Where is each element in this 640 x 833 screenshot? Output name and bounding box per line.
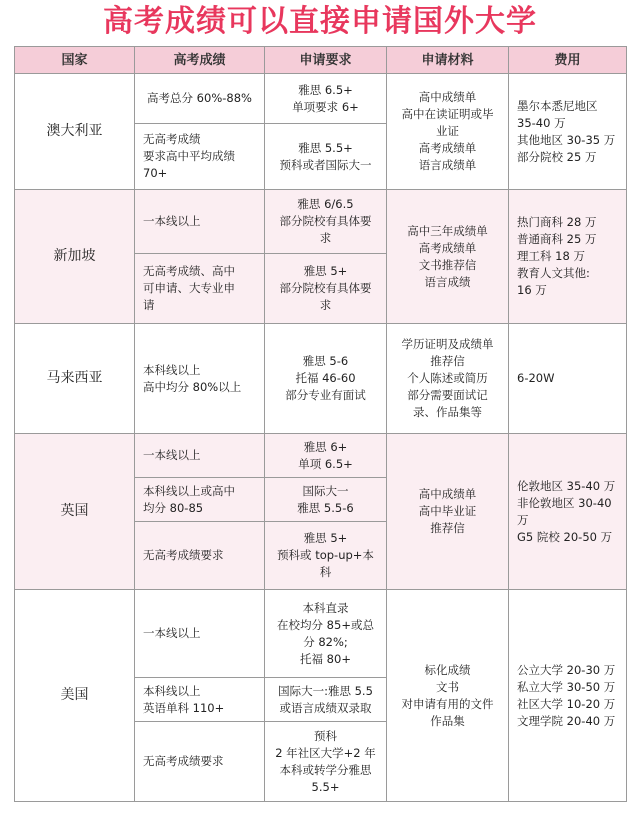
cell-line: 单项要求 6+ (292, 99, 359, 114)
cell-line: 高中毕业证 (418, 504, 477, 518)
fees-cell (509, 324, 627, 434)
requirement-cell (265, 478, 387, 522)
cell-line: 其他地区 30-35 万 (517, 132, 616, 147)
header-requirements: 申请要求 (265, 47, 387, 74)
cell-line: 个人陈述或简历 (407, 371, 488, 385)
cell-line: 高考总分 60%-88% (147, 91, 252, 105)
cell-line: 业证 (436, 124, 459, 138)
cell-line: 雅思 6.5+ (298, 82, 353, 97)
cell-line: 6-20W (517, 371, 555, 385)
score-cell (135, 324, 265, 434)
cell-line: 雅思 5+ (303, 264, 348, 278)
cell-line: 推荐信 (430, 521, 465, 535)
score-cell (135, 590, 265, 678)
cell-line: 托福 46-60 (295, 371, 356, 385)
cell-line: 单项 6.5+ (298, 456, 353, 471)
cell-line: 在校均分 85+或总 (277, 617, 374, 632)
cell-line: 部分院校有具体要 (279, 281, 372, 295)
cell-line: 预科或 top-up+本 (277, 548, 374, 562)
cell-line: 无高考成绩要求 (143, 548, 224, 562)
materials-cell (387, 190, 509, 324)
cell-line: 国际大一:雅思 5.5 (278, 683, 373, 698)
cell-line: 或语言成绩双录取 (279, 700, 372, 715)
header-score: 高考成绩 (135, 47, 265, 74)
comparison-table (14, 46, 627, 802)
score-cell (135, 434, 265, 478)
requirement-cell (265, 434, 387, 478)
table-row (15, 590, 627, 678)
table-row (15, 74, 627, 124)
cell-line: 分 82%; (303, 634, 348, 649)
cell-line: 高中三年成绩单 (407, 223, 488, 238)
country-usa: 美国 (15, 590, 135, 802)
cell-line: 录、作品集等 (413, 405, 482, 419)
cell-line: 35-40 万 (517, 115, 566, 130)
header-materials: 申请材料 (387, 47, 509, 74)
country-malaysia: 马来西亚 (15, 324, 135, 434)
cell-line: 墨尔本悉尼地区 (517, 98, 598, 113)
cell-line: 学历证明及成绩单 (401, 337, 494, 351)
requirement-cell (265, 590, 387, 678)
cell-line: 求 (319, 298, 332, 312)
cell-line: 部分院校 25 万 (517, 149, 597, 164)
cell-line: 教育人文其他: (517, 266, 590, 280)
score-cell (135, 124, 265, 190)
score-cell (135, 478, 265, 522)
fees-cell (509, 190, 627, 324)
cell-line: 文理学院 20-40 万 (517, 713, 616, 728)
cell-line: 雅思 5-6 (302, 354, 349, 368)
cell-line: 预科 (314, 728, 337, 743)
score-cell (135, 522, 265, 590)
cell-line: 雅思 5.5+ (298, 140, 353, 155)
cell-line: 国际大一 (302, 483, 349, 498)
cell-line: 文书 (436, 679, 459, 694)
cell-line: 高中成绩单 (418, 90, 477, 104)
table-row (15, 434, 627, 478)
cell-line: 英语单科 110+ (143, 700, 225, 715)
cell-line: 社区大学 10-20 万 (517, 696, 616, 711)
cell-line: 可申请、大专业申 (143, 281, 235, 295)
requirement-cell (265, 522, 387, 590)
cell-line: 雅思 6+ (303, 439, 348, 454)
cell-line: 无高考成绩、高中 (143, 264, 235, 278)
score-cell (135, 190, 265, 254)
page-title: 高考成绩可以直接申请国外大学 (103, 4, 537, 39)
cell-line: 高中均分 80%以上 (143, 379, 242, 394)
cell-line: 一本线以上 (143, 626, 201, 640)
materials-cell (387, 324, 509, 434)
cell-line: 作品集 (430, 713, 465, 728)
cell-line: 托福 80+ (300, 651, 351, 666)
cell-line: 伦敦地区 35-40 万 (517, 478, 616, 493)
cell-line: 5.5+ (311, 779, 340, 794)
cell-line: 要求高中平均成绩 (143, 149, 235, 163)
materials-cell (387, 74, 509, 190)
requirement-cell (265, 74, 387, 124)
cell-line: 预科或者国际大一 (279, 157, 372, 172)
fees-cell (509, 74, 627, 190)
cell-line: 本科线以上 (143, 683, 201, 698)
cell-line: 部分专业有面试 (285, 388, 366, 402)
fees-cell (509, 434, 627, 590)
cell-line: 高中在读证明或毕 (401, 107, 494, 121)
fees-cell (509, 590, 627, 802)
cell-line: 理工科 18 万 (517, 249, 585, 263)
country-australia: 澳大利亚 (15, 74, 135, 190)
materials-cell (387, 590, 509, 802)
score-cell (135, 678, 265, 722)
cell-line: 雅思 5.5-6 (297, 500, 354, 515)
cell-line: 部分需要面试记 (407, 388, 488, 402)
cell-line: 部分院校有具体要 (279, 214, 372, 228)
requirement-cell (265, 678, 387, 722)
cell-line: 语言成绩单 (418, 158, 477, 172)
requirement-cell (265, 190, 387, 254)
cell-line: 本科线以上 (143, 362, 201, 377)
cell-line: 一本线以上 (143, 448, 201, 462)
cell-line: 16 万 (517, 283, 547, 297)
cell-line: 一本线以上 (143, 214, 201, 228)
cell-line: 无高考成绩要求 (143, 754, 224, 768)
cell-line: 热门商科 28 万 (517, 215, 597, 229)
cell-line: 求 (319, 231, 332, 245)
cell-line: 万 (517, 512, 529, 527)
cell-line: 本科或转学分雅思 (279, 762, 372, 777)
score-cell (135, 722, 265, 802)
cell-line: 标化成绩 (424, 662, 471, 677)
cell-line: 雅思 6/6.5 (297, 197, 354, 211)
cell-line: 高考成绩单 (418, 240, 477, 255)
country-uk: 英国 (15, 434, 135, 590)
cell-line: 高考成绩单 (418, 141, 477, 155)
header-fees: 费用 (509, 47, 627, 74)
requirement-cell (265, 124, 387, 190)
score-cell (135, 254, 265, 324)
requirement-cell (265, 324, 387, 434)
requirement-cell (265, 254, 387, 324)
cell-line: 私立大学 30-50 万 (517, 679, 616, 694)
cell-line: 普通商科 25 万 (517, 232, 597, 246)
cell-line: 请 (143, 298, 155, 312)
cell-line: 文书推荐信 (418, 257, 477, 272)
cell-line: 雅思 5+ (303, 531, 348, 545)
country-singapore: 新加坡 (15, 190, 135, 324)
cell-line: 70+ (143, 166, 168, 180)
score-cell (135, 74, 265, 124)
cell-line: 无高考成绩 (143, 132, 201, 146)
cell-line: 本科直录 (302, 600, 349, 615)
cell-line: 高中成绩单 (418, 487, 477, 501)
cell-line: 语言成绩 (424, 274, 471, 289)
header-country: 国家 (15, 47, 135, 74)
materials-cell (387, 434, 509, 590)
cell-line: 本科线以上或高中 (143, 483, 235, 498)
cell-line: 科 (319, 565, 332, 579)
cell-line: 2 年社区大学+2 年 (275, 745, 376, 760)
cell-line: G5 院校 20-50 万 (517, 529, 613, 544)
requirement-cell (265, 722, 387, 802)
header-row (15, 47, 627, 74)
cell-line: 对申请有用的文件 (401, 696, 494, 711)
table-row (15, 190, 627, 254)
table-row (15, 324, 627, 434)
cell-line: 推荐信 (430, 354, 465, 368)
cell-line: 公立大学 20-30 万 (517, 662, 616, 677)
cell-line: 非伦敦地区 30-40 (517, 495, 612, 510)
cell-line: 均分 80-85 (143, 500, 204, 515)
